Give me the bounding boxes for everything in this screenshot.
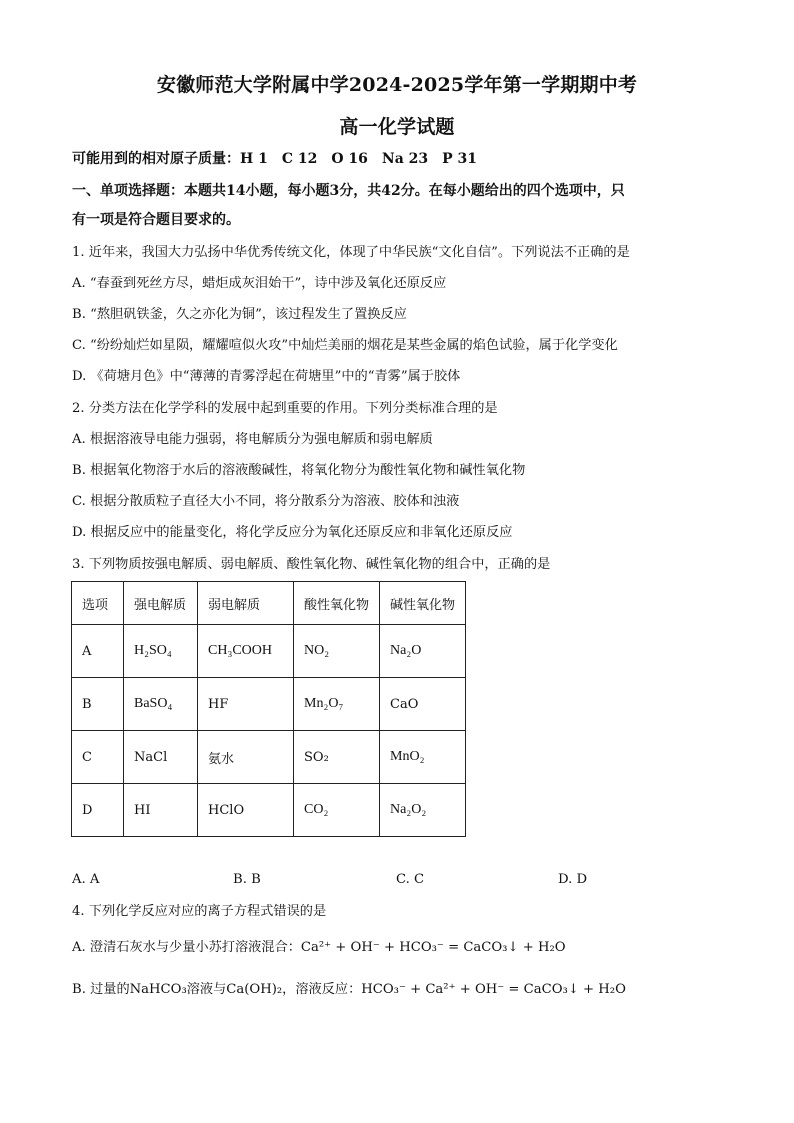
table-cell: Na₂O	[380, 625, 466, 678]
table-cell: HClO	[198, 784, 294, 837]
q2-option-d: D. 根据反应中的能量变化，将化学反应分为氧化还原反应和非氧化还原反应	[72, 525, 513, 540]
table-header-cell: 弱电解质	[198, 582, 294, 625]
table-cell: CaO	[380, 678, 466, 731]
q1-option-b: B. “熬胆矾铁釜，久之亦化为铜”，该过程发生了置换反应	[72, 307, 407, 322]
table-cell: SO₂	[294, 731, 380, 784]
q4-option-b: B. 过量的NaHCO₃溶液与Ca(OH)₂，溶液反应：HCO₃⁻ + Ca²⁺ + OH⁻ = CaCO₃↓ + H₂O	[72, 982, 626, 997]
q1-stem: 1. 近年来，我国大力弘扬中华优秀传统文化，体现了中华民族“文化自信”。下列说法不正确的是	[72, 245, 630, 260]
table-row	[72, 625, 466, 678]
table-cell: Na₂O₂	[380, 784, 466, 837]
table-header-cell: 酸性氧化物	[294, 582, 380, 625]
table-cell: BaSO₄	[124, 678, 198, 731]
q3-option-c: C. C	[396, 872, 425, 887]
table-row	[72, 784, 466, 837]
table-cell: NO₂	[294, 625, 380, 678]
q2-option-a: A. 根据溶液导电能力强弱，将电解质分为强电解质和弱电解质	[72, 432, 433, 447]
table-cell: D	[72, 784, 124, 837]
q2-stem: 2. 分类方法在化学学科的发展中起到重要的作用。下列分类标准合理的是	[72, 401, 498, 416]
q3-table	[71, 581, 466, 837]
table-cell: NaCl	[124, 731, 198, 784]
table-header-cell: 碱性氧化物	[380, 582, 466, 625]
table-cell: HI	[124, 784, 198, 837]
q3-option-b: B. B	[233, 872, 261, 887]
q1-option-a: A. “春蚕到死丝方尽，蜡炬成灰泪始干”，诗中涉及氧化还原反应	[72, 276, 447, 291]
table-cell: HF	[198, 678, 294, 731]
q4-option-a: A. 澄清石灰水与少量小苏打溶液混合：Ca²⁺ + OH⁻ + HCO₃⁻ = CaCO₃↓ + H₂O	[72, 940, 566, 955]
table-cell: CH₃COOH	[198, 625, 294, 678]
table-header-cell: 选项	[72, 582, 124, 625]
table-row	[72, 678, 466, 731]
table-cell: H₂SO₄	[124, 625, 198, 678]
table-header-cell: 强电解质	[124, 582, 198, 625]
section1-heading-line1: 一、单项选择题：本题共14小题，每小题3分，共42分。在每小题给出的四个选项中，只	[72, 183, 625, 199]
q2-option-b: B. 根据氧化物溶于水后的溶液酸碱性，将氧化物分为酸性氧化物和碱性氧化物	[72, 463, 526, 478]
table-cell: 氨水	[198, 731, 294, 784]
table-cell: CO₂	[294, 784, 380, 837]
exam-subtitle: 高一化学试题	[339, 116, 455, 138]
q1-option-d: D. 《荷塘月色》中“薄薄的青雾浮起在荷塘里”中的“青雾”属于胶体	[72, 369, 461, 384]
section1-heading-line2: 有一项是符合题目要求的。	[72, 212, 240, 228]
q4-stem: 4. 下列化学反应对应的离子方程式错误的是	[72, 904, 327, 919]
table-row	[72, 731, 466, 784]
table-cell: MnO₂	[380, 731, 466, 784]
exam-title: 安徽师范大学附属中学2024-2025学年第一学期期中考	[156, 74, 638, 96]
atomic-masses: 可能用到的相对原子质量：H 1 C 12 O 16 Na 23 P 31	[72, 151, 478, 167]
q3-option-a: A. A	[72, 872, 100, 887]
table-cell: A	[72, 625, 124, 678]
table-header-row	[72, 582, 466, 625]
q1-option-c: C. “纷纷灿烂如星陨，耀耀喧似火攻”中灿烂美丽的烟花是某些金属的焰色试验，属于化学变化	[72, 338, 618, 353]
q3-option-d: D. D	[558, 872, 588, 887]
q2-option-c: C. 根据分散质粒子直径大小不同，将分散系分为溶液、胶体和浊液	[72, 494, 460, 509]
q3-stem: 3. 下列物质按强电解质、弱电解质、酸性氧化物、碱性氧化物的组合中，正确的是	[72, 557, 551, 572]
table-cell: B	[72, 678, 124, 731]
table-cell: Mn₂O₇	[294, 678, 380, 731]
table-cell: C	[72, 731, 124, 784]
